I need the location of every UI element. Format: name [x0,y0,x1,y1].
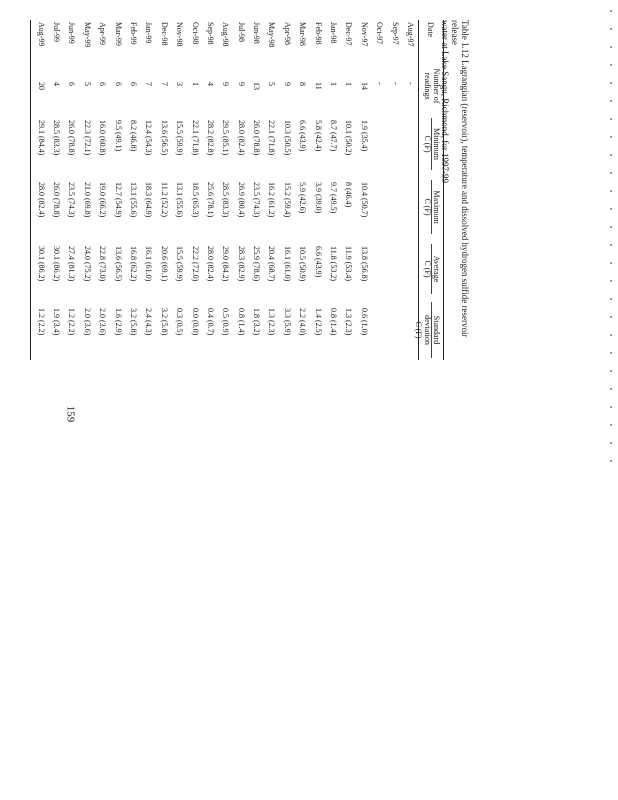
cell-date: Jun-99 [67,22,77,44]
rotated-table-block [36,20,470,360]
cell-date: Jan-98 [329,22,339,44]
cell-max: 23.5 (74.3) [252,182,262,218]
cell-avg: 16.1 (61.0) [282,246,292,282]
cell-avg: 6.6 (43.9) [313,246,323,278]
cell-max: 9.7 (49.5) [329,182,339,214]
header-minimum-unit: C (F) [423,135,432,153]
scan-dot [610,424,612,426]
cell-avg: 27.4 (81.3) [67,246,77,282]
cell-n: 9 [236,82,246,86]
table-row [356,20,371,360]
cell-n: 1 [329,82,339,86]
cell-sd: 1.4 (2.5) [313,308,323,336]
cell-max: 25.6 (78.1) [205,182,215,218]
cell-sd: 0.8 (1.4) [236,308,246,336]
cell-date: Aug-98 [221,22,231,47]
cell-max: 21.0 (69.8) [82,182,92,218]
cell-date: Mar-98 [298,22,308,46]
cell-avg: 15.5 (59.9) [175,246,185,282]
cell-min: 29.1 (84.4) [36,120,46,156]
cell-n: - [406,82,415,85]
table-row [126,20,141,360]
cell-avg: 28.3 (82.9) [236,246,246,282]
scan-dot [610,280,612,282]
cell-date: Sep-97 [390,22,400,45]
cell-max: 8 (46.4) [344,182,354,208]
cell-sd: 1.3 (2.3) [267,308,277,336]
cell-n: 8 [298,82,308,86]
cell-n: 3 [175,82,185,86]
cell-min: 15.5 (59.9) [175,120,185,156]
cell-sd: 3.2 (5.8) [159,308,169,336]
cell-date: Dec-97 [344,22,354,46]
cell-n: 20 [36,82,46,90]
table-row [49,20,64,360]
cell-sd: 0.5 (0.9) [221,308,231,336]
cell-min: 9.5 (49.1) [113,120,123,152]
cell-sd: 2.0 (3.6) [98,308,108,336]
cell-n: 9 [282,82,292,86]
cell-n: 6 [113,82,123,86]
cell-sd: 0.8 (1.4) [329,308,339,336]
cell-date: Nov-97 [359,22,369,47]
header-date: Date [426,22,435,38]
cell-date: Mar-99 [113,22,123,46]
cell-avg: 22.2 (72.0) [190,246,200,282]
cell-sd: 2.4 (4.3) [144,308,154,336]
cell-n: - [390,82,400,85]
maximum-rule [431,180,432,234]
header-stddev-unit: C (F) [414,321,423,339]
cell-date: Aug-99 [36,22,46,47]
cell-min: 8.7 (47.7) [329,120,339,152]
cell-date: Jul-98 [236,22,246,42]
table-header [414,20,444,360]
cell-n: 1 [190,82,200,86]
page-number: 159 [64,405,77,423]
scan-dot [610,262,612,264]
cell-avg: 16.1 (61.0) [144,246,154,282]
cell-max: 12.7 (54.9) [113,182,123,218]
cell-min: 22.1 (71.8) [267,120,277,156]
scan-edge-artifact [608,0,614,470]
scan-dot [610,100,612,102]
cell-n: 6 [98,82,108,86]
table-row [33,20,48,360]
scan-dot [610,298,612,300]
cell-max: 5.9 (42.6) [298,182,308,214]
cell-max: 26.9 (80.4) [236,182,246,218]
table-row [403,20,418,360]
stddev-rule [431,302,432,358]
cell-avg: 22.8 (73.0) [98,246,108,282]
caption-line-1: Table 1.12 Lagrangian (reservoir), temperature and dissolved hydrogen sulfide reservoir release [450,20,470,338]
table-row [295,20,310,360]
cell-min: 26.0 (78.8) [252,120,262,156]
cell-date: Jun-98 [252,22,262,44]
cell-date: Aug-97 [406,22,415,47]
cell-n: 14 [359,82,369,90]
scan-dot [610,442,612,444]
table-row [279,20,294,360]
cell-date: Oct-97 [375,22,385,45]
cell-date: Jul-99 [52,22,62,42]
cell-sd: 1.2 (2.2) [36,308,46,336]
cell-avg: 13.6 (56.5) [113,246,123,282]
scan-dot [610,388,612,390]
cell-sd: 3.3 (5.9) [282,308,292,336]
cell-avg: 11.9 (53.4) [344,246,354,282]
cell-sd: 0.0 (0.0) [190,308,200,336]
cell-sd: 0.4 (0.7) [205,308,215,336]
header-maximum-label: Maximum [432,190,441,224]
scan-dot [610,244,612,246]
table-row [187,20,202,360]
table-caption [440,20,470,360]
cell-avg: 20.4 (68.7) [267,246,277,282]
cell-min: 28.0 (82.4) [236,120,246,156]
cell-avg: 30.1 (86.2) [52,246,62,282]
cell-max: 28.0 (82.4) [36,182,46,218]
cell-date: Jan-99 [144,22,154,44]
table-row [264,20,279,360]
cell-sd: 1.3 (2.3) [344,308,354,336]
cell-max: 11.2 (52.2) [159,182,169,218]
cell-sd: 1.8 (3.2) [252,308,262,336]
scan-dot [610,226,612,228]
cell-n: 5 [267,82,277,86]
cell-sd: 2.2 (4.0) [298,308,308,336]
scan-dot [610,46,612,48]
table-row [95,20,110,360]
cell-n: 1 [344,82,354,86]
header-average-unit: C (F) [423,260,432,278]
cell-min: 10.1 (50.2) [344,120,354,156]
header-stddev [414,300,441,360]
cell-date: Apr-98 [282,22,292,45]
table-bottom-rule [30,20,31,360]
cell-n: 13 [252,82,262,90]
header-number-line1: Number of [432,68,441,104]
cell-max: 18.3 (64.9) [144,182,154,218]
cell-n: 7 [144,82,154,86]
cell-max: 23.5 (74.3) [67,182,77,218]
cell-date: May-98 [267,22,277,48]
cell-date: Oct-98 [190,22,200,45]
cell-n: 11 [313,82,323,90]
table-row [372,20,387,360]
cell-min: 22.3 (72.1) [82,120,92,156]
cell-max: 28.5 (83.3) [221,182,231,218]
table-row [326,20,341,360]
cell-avg: 28.0 (82.4) [205,246,215,282]
cell-max: 19.0 (66.2) [98,182,108,218]
cell-min: 22.1 (71.8) [190,120,200,156]
cell-max: 10.4 (50.7) [359,182,369,218]
scan-dot [610,64,612,66]
cell-min: 6.6 (43.9) [298,120,308,152]
header-average [423,242,441,296]
table-row [233,20,248,360]
cell-n: 4 [205,82,215,86]
cell-avg: 30.1 (86.2) [36,246,46,282]
cell-min: 5.8 (42.4) [313,120,323,152]
scan-dot [610,334,612,336]
scan-dot [610,10,612,12]
cell-min: 1.9 (35.4) [359,120,369,152]
header-minimum [423,116,441,172]
cell-date: Dec-98 [159,22,169,46]
cell-date: Nov-98 [175,22,185,47]
minimum-rule [431,118,432,170]
cell-max: 15.2 (59.4) [282,182,292,218]
scan-dot [610,460,612,462]
table-row [341,20,356,360]
scan-dot [610,82,612,84]
scan-dot [610,190,612,192]
cell-max: 26.0 (78.8) [52,182,62,218]
cell-sd: 1.6 (2.9) [113,308,123,336]
header-number [423,64,441,108]
table-row [203,20,218,360]
table-row [218,20,233,360]
cell-sd: 0.3 (0.5) [175,308,185,336]
cell-n: - [375,82,385,85]
cell-max: 3.9 (39.0) [313,182,323,214]
header-stddev-label: Standard deviation [423,315,441,345]
header-average-label: Average [432,255,441,283]
cell-sd: 3.2 (5.8) [128,308,138,336]
scan-dot [610,406,612,408]
header-maximum [423,178,441,236]
cell-avg: 10.5 (50.9) [298,246,308,282]
cell-n: 7 [159,82,169,86]
table-row [110,20,125,360]
cell-sd: 1.2 (2.2) [67,308,77,336]
cell-max: 18.5 (65.3) [190,182,200,218]
cell-sd: 0.6 (1.0) [359,308,369,336]
cell-avg: 13.8 (56.8) [359,246,369,282]
cell-min: 28.2 (82.8) [205,120,215,156]
scan-dot [610,154,612,156]
caption-line-2: water at Lake Sangu, Richmond, for 1997-99 [440,20,450,183]
cell-min: 26.0 (78.8) [67,120,77,156]
table-row [249,20,264,360]
table-row [79,20,94,360]
cell-min: 28.5 (83.3) [52,120,62,156]
cell-n: 4 [52,82,62,86]
header-number-line2: readings [423,72,432,100]
cell-avg: 16.8 (62.2) [128,246,138,282]
cell-avg: 24.0 (75.2) [82,246,92,282]
cell-max: 13.1 (55.6) [128,182,138,218]
cell-n: 9 [221,82,231,86]
cell-date: Apr-99 [98,22,108,45]
cell-date: Feb-98 [313,22,323,45]
table-row [172,20,187,360]
cell-n: 5 [82,82,92,86]
header-maximum-unit: C (F) [423,198,432,216]
cell-min: 29.5 (85.1) [221,120,231,156]
cell-n: 6 [67,82,77,86]
scan-dot [610,316,612,318]
cell-avg: 25.9 (78.6) [252,246,262,282]
cell-min: 12.4 (54.3) [144,120,154,156]
cell-sd: 1.9 (3.4) [52,308,62,336]
cell-sd: 2.0 (3.6) [82,308,92,336]
scan-dot [610,118,612,120]
cell-avg: 11.8 (53.2) [329,246,339,282]
table-row [156,20,171,360]
table-row [310,20,325,360]
average-rule [431,244,432,294]
scan-dot [610,136,612,138]
cell-min: 13.6 (56.5) [159,120,169,156]
cell-max: 16.2 (61.2) [267,182,277,218]
table-row [387,20,402,360]
cell-date: Sep-98 [205,22,215,45]
cell-min: 8.2 (46.8) [128,120,138,152]
scan-dot [610,172,612,174]
cell-date: Feb-99 [128,22,138,45]
table-row [141,20,156,360]
cell-min: 16.0 (60.8) [98,120,108,156]
table-row [64,20,79,360]
cell-avg: 29.0 (84.2) [221,246,231,282]
cell-n: 6 [128,82,138,86]
scan-dot [610,352,612,354]
cell-max: 13.1 (55.6) [175,182,185,218]
cell-min: 10.3 (50.5) [282,120,292,156]
scan-dot [610,370,612,372]
cell-date: May-99 [82,22,92,48]
header-minimum-label: Minimum [432,127,441,160]
table-body [33,20,418,360]
cell-avg: 20.6 (69.1) [159,246,169,282]
scan-dot [610,208,612,210]
scan-dot [610,28,612,30]
